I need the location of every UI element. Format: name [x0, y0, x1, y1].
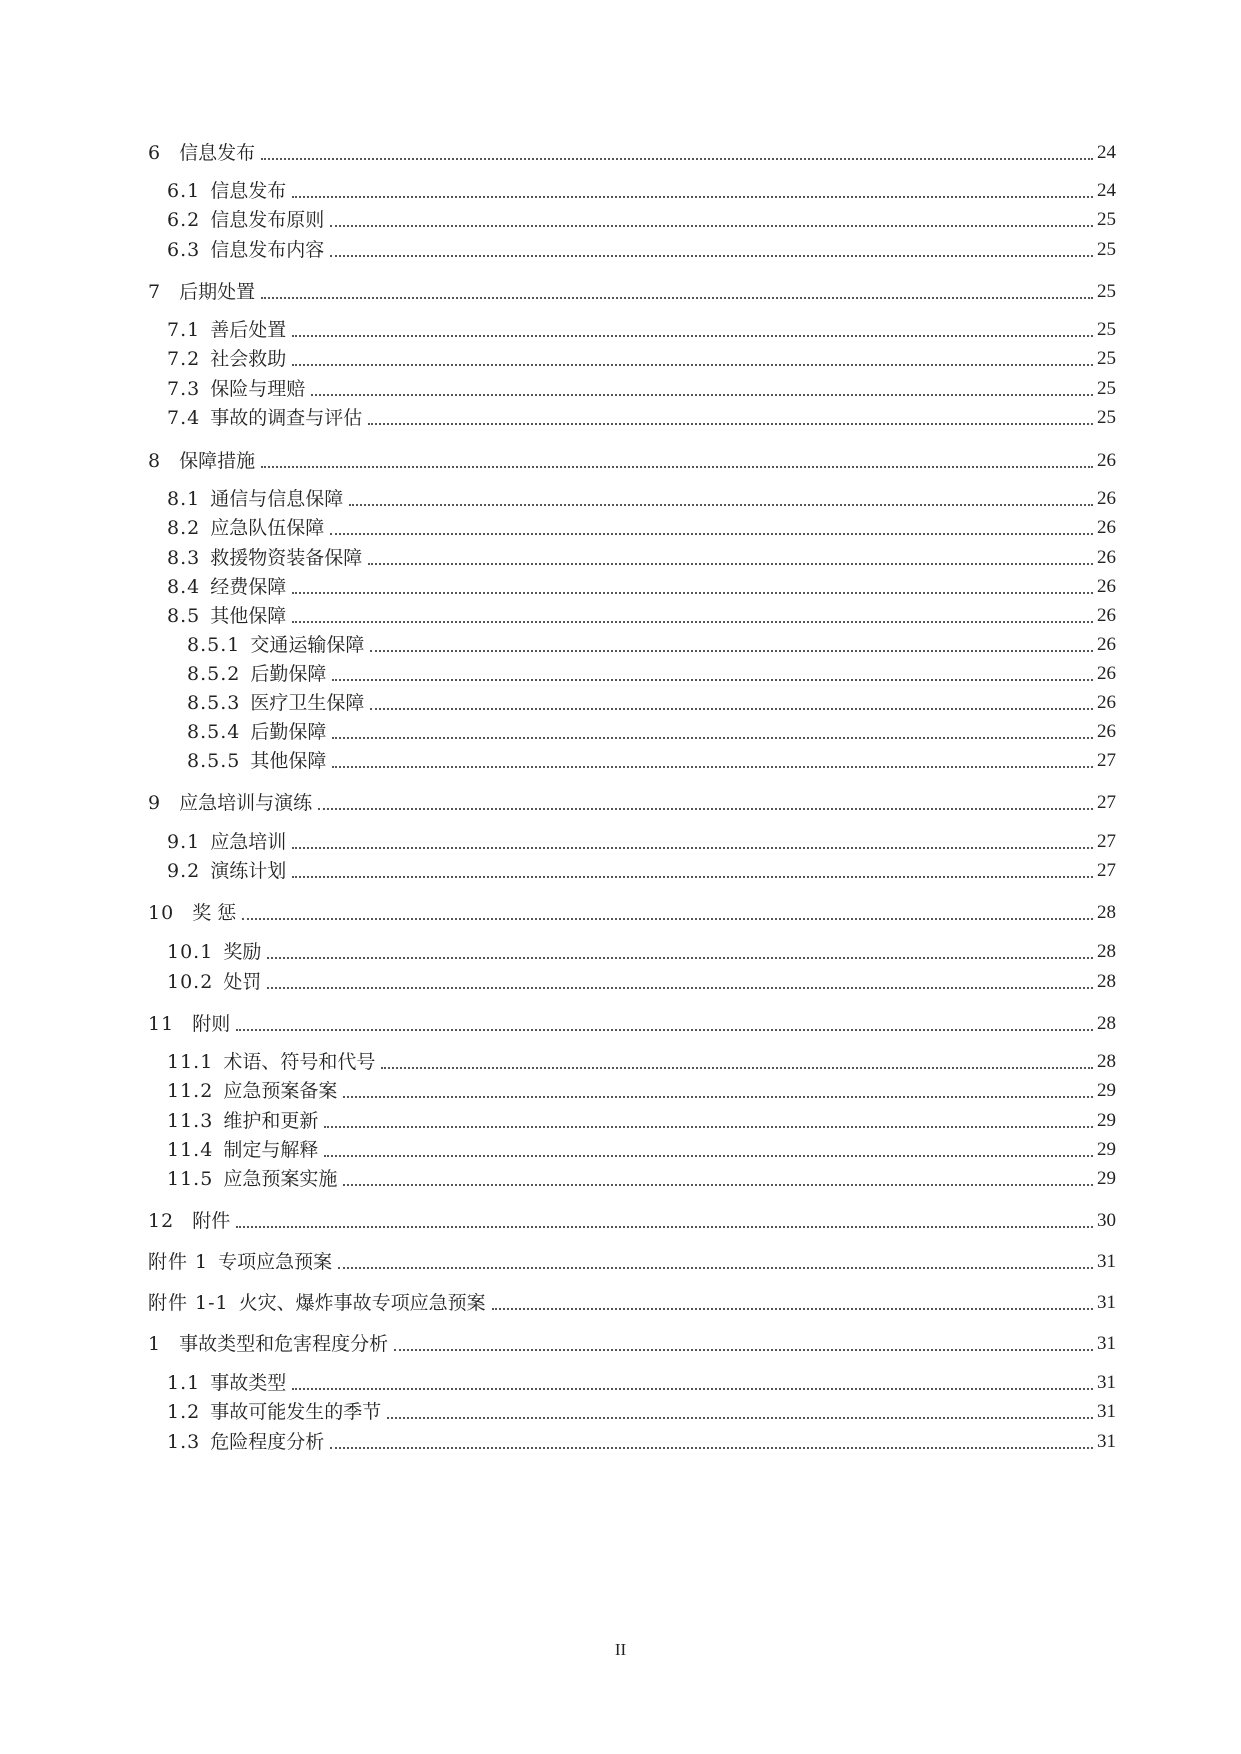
dot-leader	[324, 1126, 1093, 1128]
toc-entry[interactable]	[0, 661, 1241, 687]
toc-entry[interactable]	[0, 790, 1241, 816]
toc-entry-number: 8.3	[167, 547, 201, 569]
toc-entry[interactable]	[0, 969, 1241, 995]
toc-entry-title: 专项应急预案	[218, 1251, 333, 1273]
toc-entry-number: 9.1	[167, 831, 201, 853]
toc-entry-title: 应急培训	[210, 831, 287, 853]
toc-entry-page: 25	[1097, 281, 1116, 302]
toc-entry-number: 附件 1	[148, 1251, 209, 1273]
toc-entry-page: 31	[1097, 1431, 1116, 1452]
toc-entry[interactable]	[0, 207, 1241, 233]
toc-entry-page: 27	[1097, 860, 1116, 881]
toc-entry-title: 交通运输保障	[250, 634, 365, 656]
toc-entry-page: 26	[1097, 517, 1116, 538]
dot-leader	[292, 592, 1093, 594]
toc-entry-page: 25	[1097, 319, 1116, 340]
toc-entry-number: 7	[148, 281, 162, 303]
toc-entry-page: 31	[1097, 1251, 1116, 1272]
toc-entry[interactable]	[0, 1249, 1241, 1275]
toc-entry-page: 26	[1097, 488, 1116, 509]
toc-entry-number: 11.1	[167, 1051, 214, 1073]
toc-entry-page: 28	[1097, 1013, 1116, 1034]
toc-entry-title: 奖 惩	[192, 902, 237, 924]
toc-entry-page: 24	[1097, 180, 1116, 201]
toc-entry-page: 29	[1097, 1080, 1116, 1101]
dot-leader	[318, 808, 1093, 810]
toc-entry[interactable]	[0, 346, 1241, 372]
toc-entry-title: 保障措施	[179, 450, 256, 472]
toc-entry[interactable]	[0, 748, 1241, 774]
dot-leader	[370, 708, 1093, 710]
toc-entry-page: 31	[1097, 1372, 1116, 1393]
toc-entry[interactable]	[0, 237, 1241, 263]
dot-leader	[267, 987, 1093, 989]
toc-entry-title: 术语、符号和代号	[223, 1051, 376, 1073]
dot-leader	[332, 737, 1093, 739]
toc-entry-title: 演练计划	[210, 860, 287, 882]
toc-entry-number: 1	[148, 1333, 162, 1355]
toc-entry-title: 信息发布原则	[210, 209, 325, 231]
toc-entry-page: 29	[1097, 1168, 1116, 1189]
toc-entry-title: 信息发布	[179, 142, 256, 164]
dot-leader	[292, 876, 1093, 878]
toc-entry-number: 8.2	[167, 517, 201, 539]
toc-entry-page: 26	[1097, 547, 1116, 568]
dot-leader	[368, 423, 1093, 425]
toc-entry-title: 事故类型	[210, 1372, 287, 1394]
toc-entry-page: 25	[1097, 407, 1116, 428]
toc-entry-page: 26	[1097, 450, 1116, 471]
toc-entry-page: 31	[1097, 1401, 1116, 1422]
toc-entry-title: 通信与信息保障	[210, 488, 344, 510]
toc-entry-page: 25	[1097, 239, 1116, 260]
toc-entry-title: 应急预案实施	[223, 1168, 338, 1190]
toc-entry-number: 8.5.4	[187, 721, 241, 743]
toc-entry-number: 11.2	[167, 1080, 214, 1102]
toc-entry-number: 9.2	[167, 860, 201, 882]
toc-entry-title: 保险与理赔	[210, 378, 306, 400]
toc-entry-number: 12	[148, 1210, 175, 1232]
toc-entry-number: 10.2	[167, 971, 214, 993]
toc-entry-number: 7.2	[167, 348, 201, 370]
toc-entry-title: 信息发布内容	[210, 239, 325, 261]
toc-entry-number: 1.1	[167, 1372, 201, 1394]
toc-entry-page: 28	[1097, 902, 1116, 923]
toc-entry[interactable]	[0, 1137, 1241, 1163]
toc-entry-page: 28	[1097, 941, 1116, 962]
dot-leader	[394, 1349, 1093, 1351]
toc-entry[interactable]	[0, 690, 1241, 716]
dot-leader	[330, 255, 1093, 257]
toc-entry-number: 8.5.5	[187, 750, 241, 772]
toc-entry[interactable]	[0, 178, 1241, 204]
toc-entry-title: 应急队伍保障	[210, 517, 325, 539]
toc-entry[interactable]	[0, 279, 1241, 305]
toc-entry[interactable]	[0, 1049, 1241, 1075]
toc-entry-number: 7.4	[167, 407, 201, 429]
toc-entry-number: 11.4	[167, 1139, 214, 1161]
toc-entry-title: 应急预案备案	[223, 1080, 338, 1102]
toc-entry-page: 27	[1097, 750, 1116, 771]
toc-entry-number: 8.5	[167, 605, 201, 627]
toc-entry-number: 8.4	[167, 576, 201, 598]
toc-entry[interactable]	[0, 1331, 1241, 1357]
toc-entry[interactable]	[0, 1108, 1241, 1134]
toc-entry-title: 其他保障	[250, 750, 327, 772]
dot-leader	[267, 957, 1093, 959]
toc-entry-title: 制定与解释	[223, 1139, 319, 1161]
toc-entry[interactable]	[0, 1429, 1241, 1455]
toc-entry-title: 信息发布	[210, 180, 287, 202]
toc-entry-title: 救援物资装备保障	[210, 547, 363, 569]
toc-entry-page: 26	[1097, 692, 1116, 713]
toc-entry[interactable]	[0, 1166, 1241, 1192]
toc-entry[interactable]	[0, 405, 1241, 431]
toc-entry[interactable]	[0, 1399, 1241, 1425]
toc-entry-title: 维护和更新	[223, 1110, 319, 1132]
dot-leader	[236, 1226, 1093, 1228]
dot-leader	[261, 466, 1093, 468]
toc-entry[interactable]	[0, 603, 1241, 629]
toc-entry[interactable]	[0, 515, 1241, 541]
toc-entry-title: 经费保障	[210, 576, 287, 598]
toc-entry-number: 6.2	[167, 209, 201, 231]
toc-entry-page: 27	[1097, 792, 1116, 813]
toc-entry-number: 8.5.3	[187, 692, 241, 714]
dot-leader	[381, 1067, 1093, 1069]
toc-entry-number: 11.5	[167, 1168, 214, 1190]
toc-entry[interactable]	[0, 858, 1241, 884]
dot-leader	[343, 1096, 1093, 1098]
dot-leader	[332, 679, 1093, 681]
dot-leader	[261, 297, 1093, 299]
dot-leader	[292, 335, 1093, 337]
toc-entry[interactable]	[0, 719, 1241, 745]
toc-entry-number: 7.1	[167, 319, 201, 341]
dot-leader	[292, 1388, 1093, 1390]
dot-leader	[242, 918, 1093, 920]
toc-entry-title: 危险程度分析	[210, 1431, 325, 1453]
dot-leader	[349, 504, 1093, 506]
dot-leader	[261, 158, 1093, 160]
toc-entry-page: 29	[1097, 1110, 1116, 1131]
toc-entry-page: 25	[1097, 209, 1116, 230]
toc-entry-title: 应急培训与演练	[179, 792, 313, 814]
toc-entry[interactable]	[0, 140, 1241, 166]
toc-entry[interactable]	[0, 1208, 1241, 1234]
toc-entry-page: 31	[1097, 1333, 1116, 1354]
dot-leader	[338, 1267, 1093, 1269]
toc-entry-number: 8	[148, 450, 162, 472]
toc-entry[interactable]	[0, 376, 1241, 402]
toc-entry[interactable]	[0, 317, 1241, 343]
toc-entry-number: 10	[148, 902, 175, 924]
dot-leader	[292, 364, 1093, 366]
toc-entry-title: 后勤保障	[250, 663, 327, 685]
toc-entry-title: 附件	[192, 1210, 231, 1232]
toc-entry-page: 26	[1097, 634, 1116, 655]
toc-entry-number: 1.3	[167, 1431, 201, 1453]
dot-leader	[332, 766, 1093, 768]
toc-entry-number: 附件 1-1	[148, 1292, 229, 1314]
toc-entry-title: 后期处置	[179, 281, 256, 303]
toc-entry-number: 8.5.2	[187, 663, 241, 685]
dot-leader	[330, 533, 1093, 535]
toc-entry[interactable]	[0, 448, 1241, 474]
toc-entry-page: 30	[1097, 1210, 1116, 1231]
toc-entry[interactable]	[0, 632, 1241, 658]
toc-entry-title: 事故可能发生的季节	[210, 1401, 382, 1423]
dot-leader	[343, 1184, 1093, 1186]
dot-leader	[330, 1447, 1093, 1449]
toc-entry-number: 8.5.1	[187, 634, 241, 656]
dot-leader	[311, 394, 1093, 396]
toc-entry-page: 29	[1097, 1139, 1116, 1160]
page-number-footer: II	[614, 1640, 627, 1659]
toc-entry-number: 7.3	[167, 378, 201, 400]
dot-leader	[330, 225, 1093, 227]
toc-entry-title: 奖励	[223, 941, 262, 963]
dot-leader	[292, 847, 1093, 849]
dot-leader	[368, 563, 1093, 565]
toc-entry-page: 26	[1097, 576, 1116, 597]
toc-entry-title: 医疗卫生保障	[250, 692, 365, 714]
toc-entry-title: 事故类型和危害程度分析	[179, 1333, 389, 1355]
toc-entry-page: 27	[1097, 831, 1116, 852]
toc-entry-number: 1.2	[167, 1401, 201, 1423]
toc-entry-number: 6	[148, 142, 162, 164]
toc-entry-number: 8.1	[167, 488, 201, 510]
dot-leader	[387, 1417, 1093, 1419]
toc-entry-title: 火灾、爆炸事故专项应急预案	[238, 1292, 486, 1314]
toc-entry-title: 其他保障	[210, 605, 287, 627]
toc-entry-page: 24	[1097, 142, 1116, 163]
dot-leader	[236, 1029, 1093, 1031]
toc-entry-number: 6.1	[167, 180, 201, 202]
toc-entry-page: 28	[1097, 1051, 1116, 1072]
toc-entry-number: 11.3	[167, 1110, 214, 1132]
toc-entry[interactable]	[0, 1290, 1241, 1316]
toc-entry-title: 善后处置	[210, 319, 287, 341]
dot-leader	[492, 1308, 1093, 1310]
toc-entry[interactable]	[0, 545, 1241, 571]
toc-entry-title: 事故的调查与评估	[210, 407, 363, 429]
toc-entry-title: 后勤保障	[250, 721, 327, 743]
dot-leader	[292, 621, 1093, 623]
toc-entry-number: 11	[148, 1013, 175, 1035]
toc-entry-number: 10.1	[167, 941, 214, 963]
toc-entry[interactable]	[0, 939, 1241, 965]
toc-entry[interactable]	[0, 486, 1241, 512]
toc-entry-number: 6.3	[167, 239, 201, 261]
toc-entry-title: 处罚	[223, 971, 262, 993]
toc-entry-page: 28	[1097, 971, 1116, 992]
dot-leader	[324, 1155, 1093, 1157]
toc-entry[interactable]	[0, 829, 1241, 855]
toc-entry[interactable]	[0, 1078, 1241, 1104]
toc-entry-page: 31	[1097, 1292, 1116, 1313]
toc-entry-number: 9	[148, 792, 162, 814]
dot-leader	[292, 196, 1093, 198]
toc-entry-title: 附则	[192, 1013, 231, 1035]
toc-entry-page: 26	[1097, 721, 1116, 742]
dot-leader	[370, 650, 1093, 652]
toc-entry[interactable]	[0, 1011, 1241, 1037]
toc-entry-title: 社会救助	[210, 348, 287, 370]
toc-entry[interactable]	[0, 574, 1241, 600]
toc-entry-page: 25	[1097, 378, 1116, 399]
toc-entry-page: 25	[1097, 348, 1116, 369]
toc-entry[interactable]	[0, 900, 1241, 926]
toc-entry-page: 26	[1097, 605, 1116, 626]
toc-entry[interactable]	[0, 1370, 1241, 1396]
toc-entry-page: 26	[1097, 663, 1116, 684]
